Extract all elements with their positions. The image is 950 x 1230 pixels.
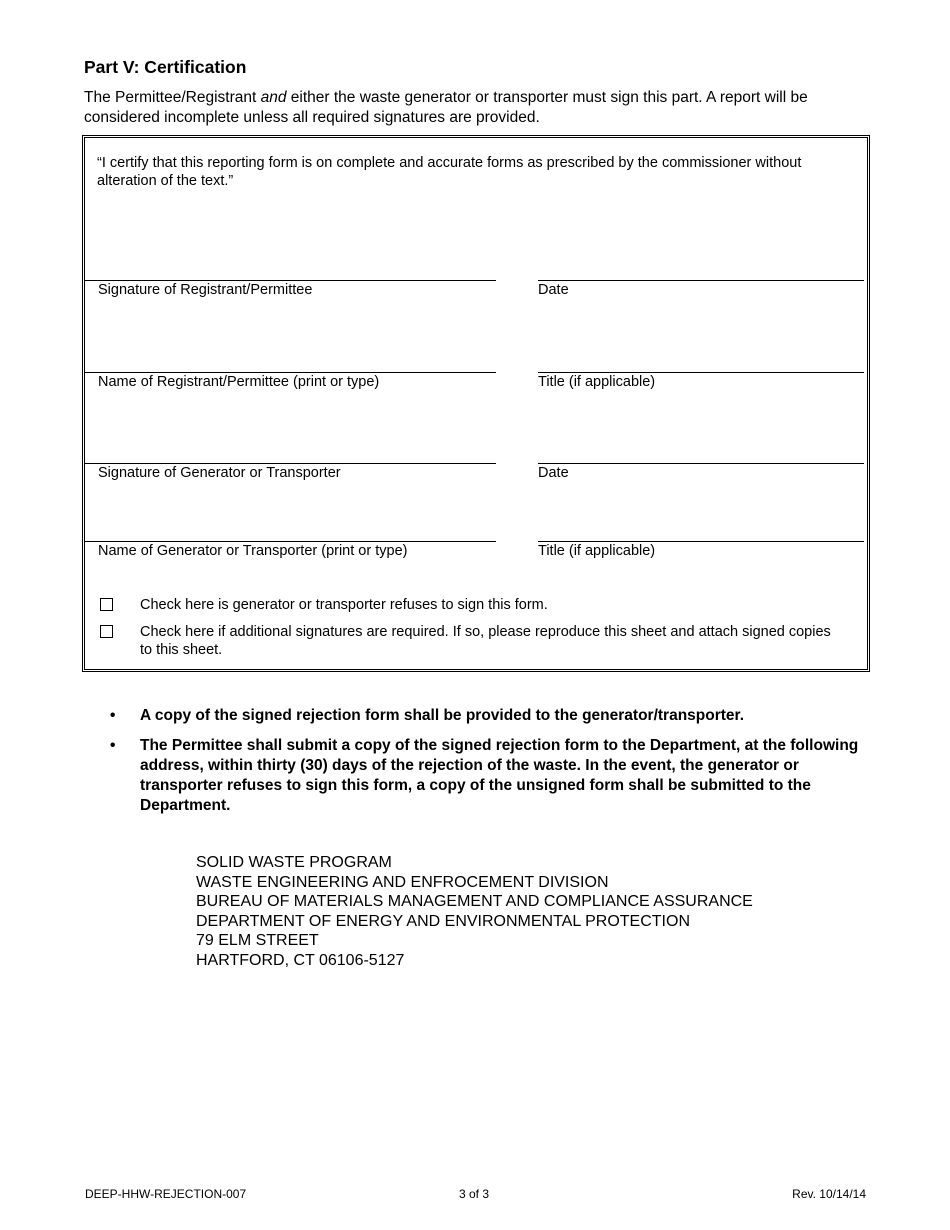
certification-statement: “I certify that this reporting form is on complete and accurate forms as prescribed by the commissioner without alteration of the text.” [97, 155, 802, 189]
list-item [110, 736, 870, 816]
bullet-icon: • [110, 707, 116, 724]
address-line: HARTFORD, CT 06106-5127 [196, 951, 405, 969]
signature-line-generator[interactable] [85, 463, 496, 464]
intro-paragraph [84, 88, 874, 128]
additional-signatures-label: Check here if additional signatures are required. If so, please reproduce this sheet and attach signed copies to this sheet. [140, 624, 831, 658]
bullet-text: The Permittee shall submit a copy of the signed rejection form to the Department, at the following address, within thirty (30) days of the rejection of the waste. In the event, the generator or transporter refuses to sign this form, a copy of the unsigned form shall be submitted to the Department. [140, 737, 859, 814]
intro-emphasis: and [260, 89, 287, 106]
footer-form-id: DEEP-HHW-REJECTION-007 [85, 1187, 247, 1201]
date-line-generator[interactable] [538, 463, 864, 464]
footer-revision: Rev. 10/14/14 [792, 1187, 866, 1201]
instructions-list [110, 706, 870, 826]
label-title-generator: Title (if applicable) [538, 543, 656, 559]
name-line-generator[interactable] [85, 541, 496, 542]
label-date-registrant: Date [538, 282, 569, 298]
address-line: BUREAU OF MATERIALS MANAGEMENT AND COMPLIANCE ASSURANCE [196, 893, 753, 910]
section-heading: Part V: Certification [84, 57, 247, 77]
signature-line-registrant[interactable] [85, 280, 496, 281]
bullet-icon: • [110, 737, 116, 754]
label-signature-registrant: Signature of Registrant/Permittee [98, 282, 313, 298]
title-line-generator[interactable] [538, 541, 864, 542]
date-line-registrant[interactable] [538, 280, 864, 281]
list-item [110, 706, 870, 726]
certification-box [82, 135, 870, 672]
refuses-to-sign-label: Check here is generator or transporter refuses to sign this form. [140, 597, 548, 613]
footer-page-number: 3 of 3 [459, 1187, 490, 1201]
refuses-to-sign-checkbox[interactable] [100, 598, 113, 611]
intro-text-part1: The Permittee/Registrant [84, 89, 261, 106]
label-title-registrant: Title (if applicable) [538, 374, 656, 390]
address-line: 79 ELM STREET [196, 932, 319, 949]
address-line: DEPARTMENT OF ENERGY AND ENVIRONMENTAL PROTECTION [196, 912, 690, 930]
address-line: SOLID WASTE PROGRAM [196, 854, 392, 871]
address-line: WASTE ENGINEERING AND ENFROCEMENT DIVISION [196, 873, 609, 891]
bullet-text: A copy of the signed rejection form shall be provided to the generator/transporter. [140, 707, 745, 724]
label-date-generator: Date [538, 465, 569, 481]
title-line-registrant[interactable] [538, 372, 864, 373]
label-signature-generator: Signature of Generator or Transporter [98, 465, 341, 481]
mailing-address [196, 853, 753, 970]
intro-text-part2: either the waste generator or transporter must sign this part. A report will be considered incomplete unless all required signatures are provided. [84, 89, 808, 126]
name-line-registrant[interactable] [85, 372, 496, 373]
label-name-registrant: Name of Registrant/Permittee (print or type) [98, 374, 380, 390]
additional-signatures-checkbox[interactable] [100, 625, 113, 638]
label-name-generator: Name of Generator or Transporter (print or type) [98, 543, 408, 559]
